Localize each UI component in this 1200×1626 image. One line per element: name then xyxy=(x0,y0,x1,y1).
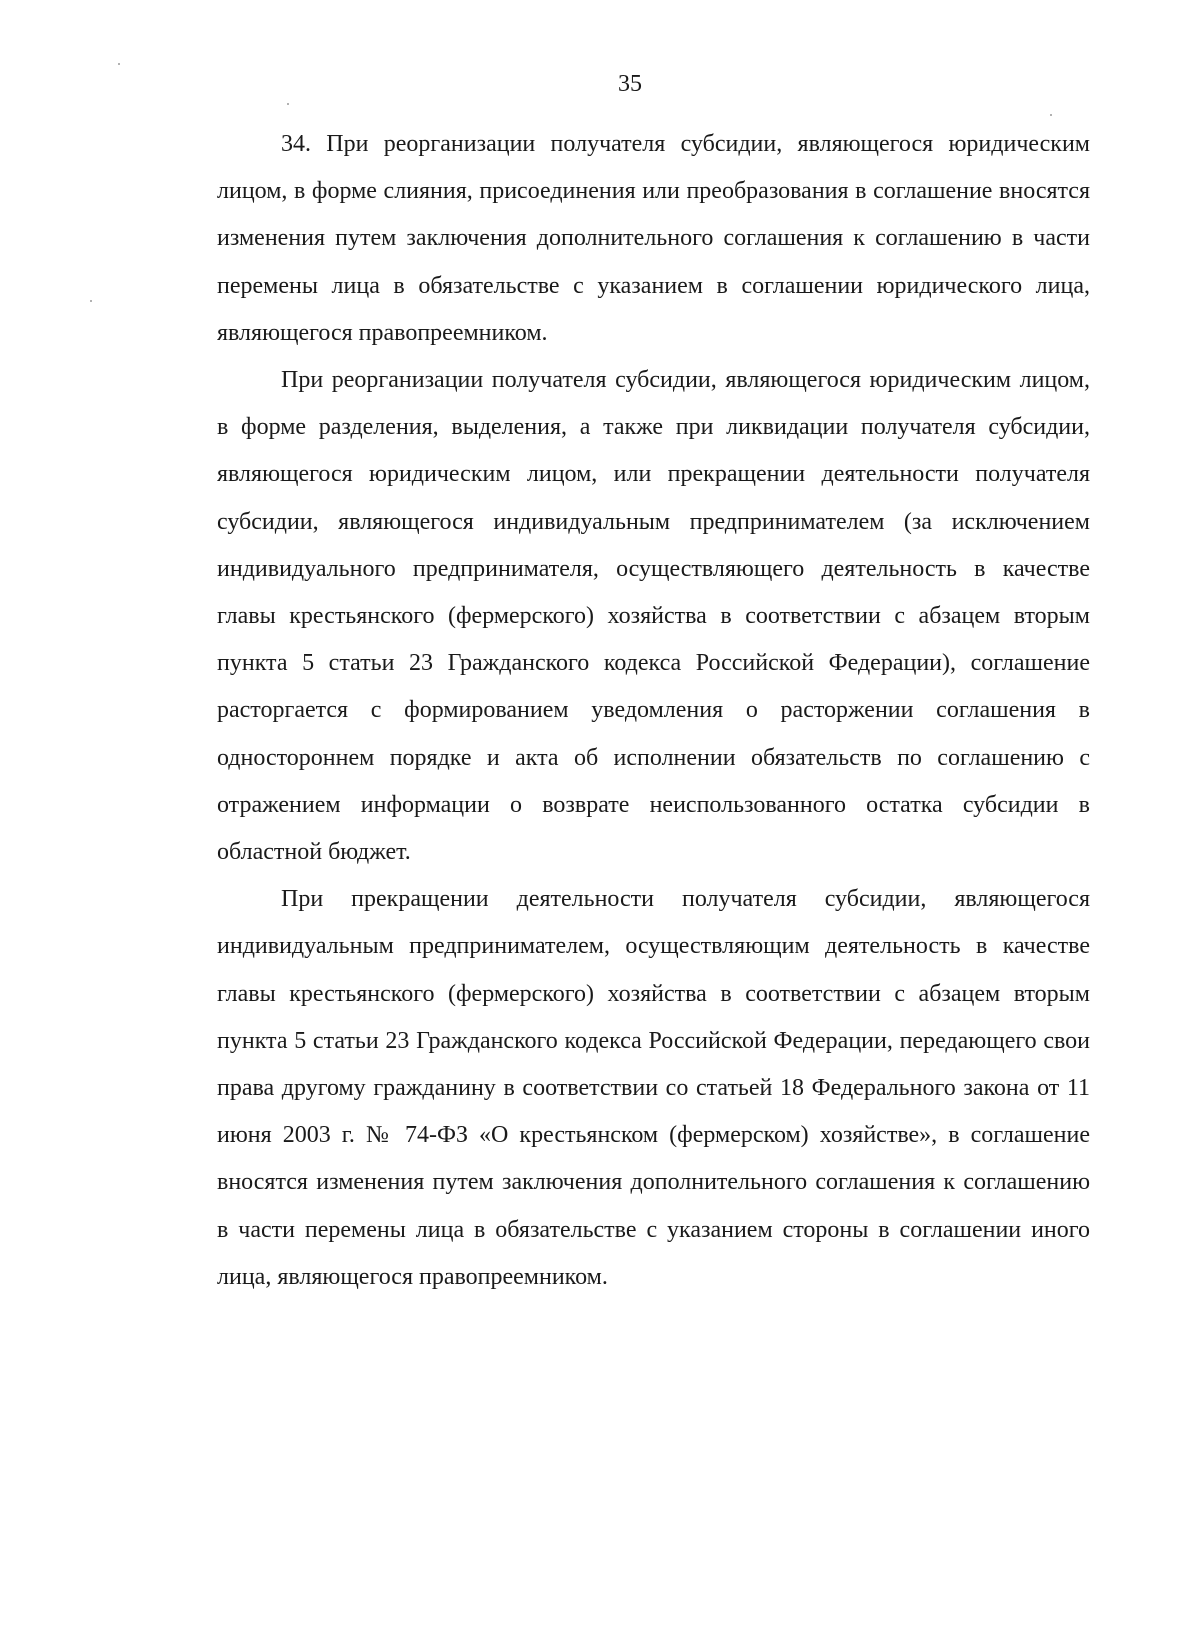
scan-speck xyxy=(1050,114,1052,116)
scan-speck xyxy=(287,103,289,105)
document-body xyxy=(217,121,1090,1301)
scan-speck xyxy=(90,300,92,302)
page-number: 35 xyxy=(618,71,642,97)
paragraph-34: 34. При реорганизации получателя субсидии, являющегося юридическим лицом, в форме слияния, присоединения или преобразования в соглашение вносятся изменения путем заключения дополнительного соглашения к соглашению в части перемены лица в обязательстве с указанием в соглашении юридического лица, являющегося правопреемником. xyxy=(217,131,1090,346)
scan-speck xyxy=(118,63,120,65)
paragraph-reorganization-division: При реорганизации получателя субсидии, являющегося юридическим лицом, в форме разделения, выделения, а также при ликвидации получателя субсидии, являющегося юридическим лицом, или прекращении деятельности получателя субсидии, являющегося индивидуальным предпринимателем (за исключением индивидуального предпринимателя, осуществляющего деятельность в качестве главы крестьянского (фермерского) хозяйства в соответствии с абзацем вторым пункта 5 статьи 23 Гражданского кодекса Российской Федерации), соглашение расторгается с формированием уведомления о расторжении соглашения в одностороннем порядке и акта об исполнении обязательств по соглашению с отражением информации о возврате неиспользованного остатка субсидии в областной бюджет. xyxy=(217,367,1090,866)
paragraph-farm-succession: При прекращении деятельности получателя субсидии, являющегося индивидуальным предпринимателем, осуществляющим деятельность в качестве главы крестьянского (фермерского) хозяйства в соответствии с абзацем вторым пункта 5 статьи 23 Гражданского кодекса Российской Федерации, передающего свои права другому гражданину в соответствии со статьей 18 Федерального закона от 11 июня 2003 г. № 74-ФЗ «О крестьянском (фермерском) хозяйстве», в соглашение вносятся изменения путем заключения дополнительного соглашения к соглашению в части перемены лица в обязательстве с указанием стороны в соглашении иного лица, являющегося правопреемником. xyxy=(217,886,1090,1290)
